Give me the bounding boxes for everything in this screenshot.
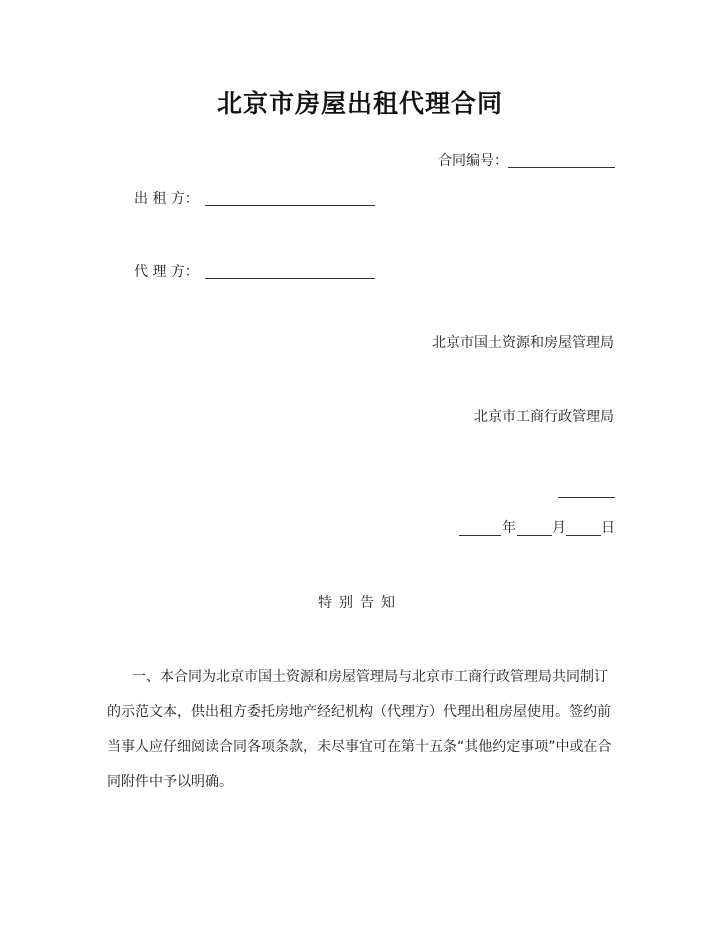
agent-field[interactable] [205, 278, 375, 279]
paragraph-line-1: 一、本合同为北京市国土资源和房屋管理局与北京市工商行政管理局共同制订 [104, 669, 608, 685]
day-label: 日 [601, 520, 615, 536]
month-field[interactable] [517, 535, 552, 536]
contract-number-field[interactable] [508, 167, 615, 168]
document-title: 北京市房屋出租代理合同 [216, 89, 503, 118]
issuer-land-resources-bureau: 北京市国土资源和房屋管理局 [432, 335, 614, 351]
paragraph-line-2: 的示范文本，供出租方委托房地产经纪机构（代理方）代理出租房屋使用。签约前 [107, 704, 611, 720]
special-notice-paragraph [104, 660, 617, 800]
paragraph-line-3: 当事人应仔细阅读合同各项条款，未尽事宜可在第十五条“其他约定事项”中或在合 [107, 739, 612, 755]
year-label: 年 [502, 520, 516, 536]
year-field[interactable] [459, 535, 501, 536]
day-field[interactable] [566, 535, 601, 536]
contract-number-label: 合同编号： [438, 153, 508, 169]
issuer-commerce-bureau: 北京市工商行政管理局 [474, 409, 614, 425]
lessor-field[interactable] [205, 205, 375, 206]
agent-label: 代 理 方： [134, 264, 199, 280]
signature-line[interactable] [558, 497, 615, 498]
paragraph-line-4: 同附件中予以明确。 [107, 774, 233, 790]
special-notice-title: 特别告知 [318, 595, 402, 611]
lessor-label: 出 租 方： [134, 191, 199, 207]
month-label: 月 [552, 520, 566, 536]
